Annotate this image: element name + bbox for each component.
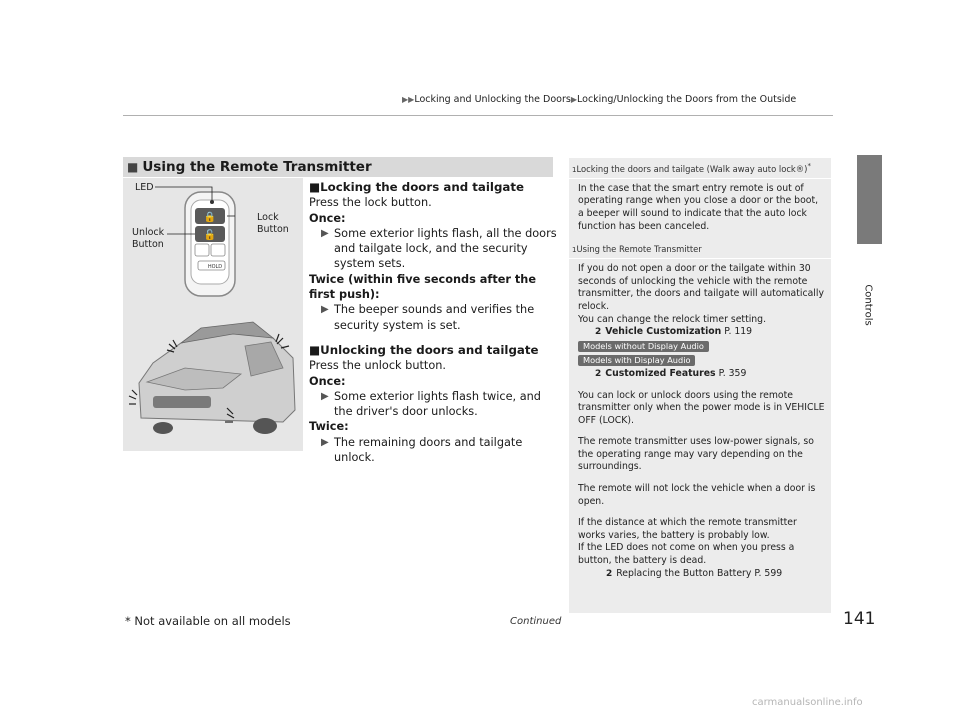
locking-heading: ■Locking the doors and tailgate (309, 180, 524, 194)
unlocking-once-label: Once: (309, 374, 346, 388)
chapter-tab[interactable] (857, 155, 882, 244)
locking-once-label: Once: (309, 211, 346, 225)
locking-twice-label: Twice (within five seconds after the first push): (309, 272, 536, 302)
page-ref-icon: 2 (595, 327, 602, 338)
result-arrow-icon: ▶ (321, 304, 329, 316)
note2-p6b: If the LED does not come on when you press a button, the battery is dead. (578, 542, 795, 567)
car-illustration (139, 322, 295, 434)
svg-text:HOLD: HOLD (207, 264, 223, 270)
result-arrow-icon: ▶ (321, 227, 329, 239)
led-label: LED (135, 182, 154, 193)
page-ref-icon: 2 (606, 568, 613, 579)
page-number: 141 (843, 609, 876, 629)
models-with-display-audio-badge: Models with Display Audio (578, 355, 695, 366)
note-marker-icon: 1 (572, 165, 577, 174)
page-ref-icon: 2 (595, 368, 602, 379)
models-without-display-audio-badge: Models without Display Audio (578, 341, 709, 352)
note2-p5: The remote will not lock the vehicle when a door is open. (578, 483, 816, 507)
unlocking-intro: Press the unlock button. (309, 359, 447, 373)
square-bullet-icon: ■ (309, 180, 321, 194)
note2-p1: If you do not open a door or the tailgate within 30 seconds of unlocking the vehicle with the remote transmitter, the doors and tailgate will automatically relock. (578, 263, 824, 312)
result-arrow-icon: ▶ (321, 390, 329, 402)
lock-button-label: Lock Button (257, 212, 289, 235)
note2-body (569, 259, 831, 580)
ref-replacing-battery[interactable]: 2 Replacing the Button Battery P. 599 (606, 567, 783, 579)
square-bullet-icon: ■ (127, 160, 139, 174)
locking-intro: Press the lock button. (309, 196, 432, 210)
chapter-label: Controls (862, 284, 874, 326)
note2-p6a: If the distance at which the remote transmitter works varies, the battery is probably low. (578, 517, 797, 541)
note1-title: 1Locking the doors and tailgate (Walk away auto lock®)* (572, 162, 811, 174)
led-dot (210, 200, 214, 204)
notes-panel (569, 158, 831, 613)
note2-title: 1Using the Remote Transmitter (572, 244, 702, 255)
unlocking-twice-label: Twice: (309, 420, 349, 434)
locking-twice-text: ▶ The beeper sounds and verifies the security system is set. (321, 303, 535, 332)
unlocking-twice-text: ▶ The remaining doors and tailgate unlock. (321, 435, 523, 465)
unlock-button-label: Unlock Button (132, 227, 165, 250)
svg-text:🔒: 🔒 (203, 212, 217, 223)
breadcrumb-item[interactable]: Locking/Unlocking the Doors from the Outside (577, 94, 797, 105)
note1-text: In the case that the smart entry remote is out of operating range when you close a door or the boot, a beeper will sound to indicate that the auto lock function has been canceled. (578, 182, 819, 232)
watermark: carmanualsonline.info (752, 697, 863, 708)
footnote: * Not available on all models (125, 614, 291, 628)
ref-vehicle-customization[interactable]: 2 Vehicle Customization P. 119 (595, 326, 753, 338)
svg-text:🔓: 🔓 (203, 230, 217, 241)
continued-label: Continued (510, 616, 562, 627)
breadcrumb-arrow-icon: ▶▶ (402, 95, 415, 104)
remote-car-figure (123, 178, 303, 451)
ref-customized-features[interactable]: 2 Customized Features P. 359 (595, 367, 747, 379)
breadcrumb (402, 94, 796, 105)
note2-p3: You can lock or unlock doors using the remote transmitter only when the power mode is in VEHICLE OFF (LOCK). (578, 389, 825, 426)
square-bullet-icon: ■ (309, 342, 321, 357)
section-title: ■ Using the Remote Transmitter (123, 157, 553, 177)
locking-once-text: ▶ Some exterior lights flash, all the doors and tailgate lock, and the security system sets. (321, 226, 557, 271)
note2-p4: The remote transmitter uses low-power signals, so the operating range may vary depending on the surroundings. (578, 436, 814, 473)
unlocking-once-text: ▶ Some exterior lights flash twice, and the driver's door unlocks. (321, 389, 541, 419)
main-content (309, 180, 557, 465)
note-marker-icon: 1 (572, 246, 577, 255)
breadcrumb-item[interactable]: Locking and Unlocking the Doors (414, 94, 571, 105)
header-rule (123, 115, 833, 116)
result-arrow-icon: ▶ (321, 436, 329, 448)
unlocking-heading: ■Unlocking the doors and tailgate (309, 342, 539, 357)
note2-p2: You can change the relock timer setting. (578, 313, 767, 325)
breadcrumb-arrow-icon: ▶ (570, 95, 578, 104)
